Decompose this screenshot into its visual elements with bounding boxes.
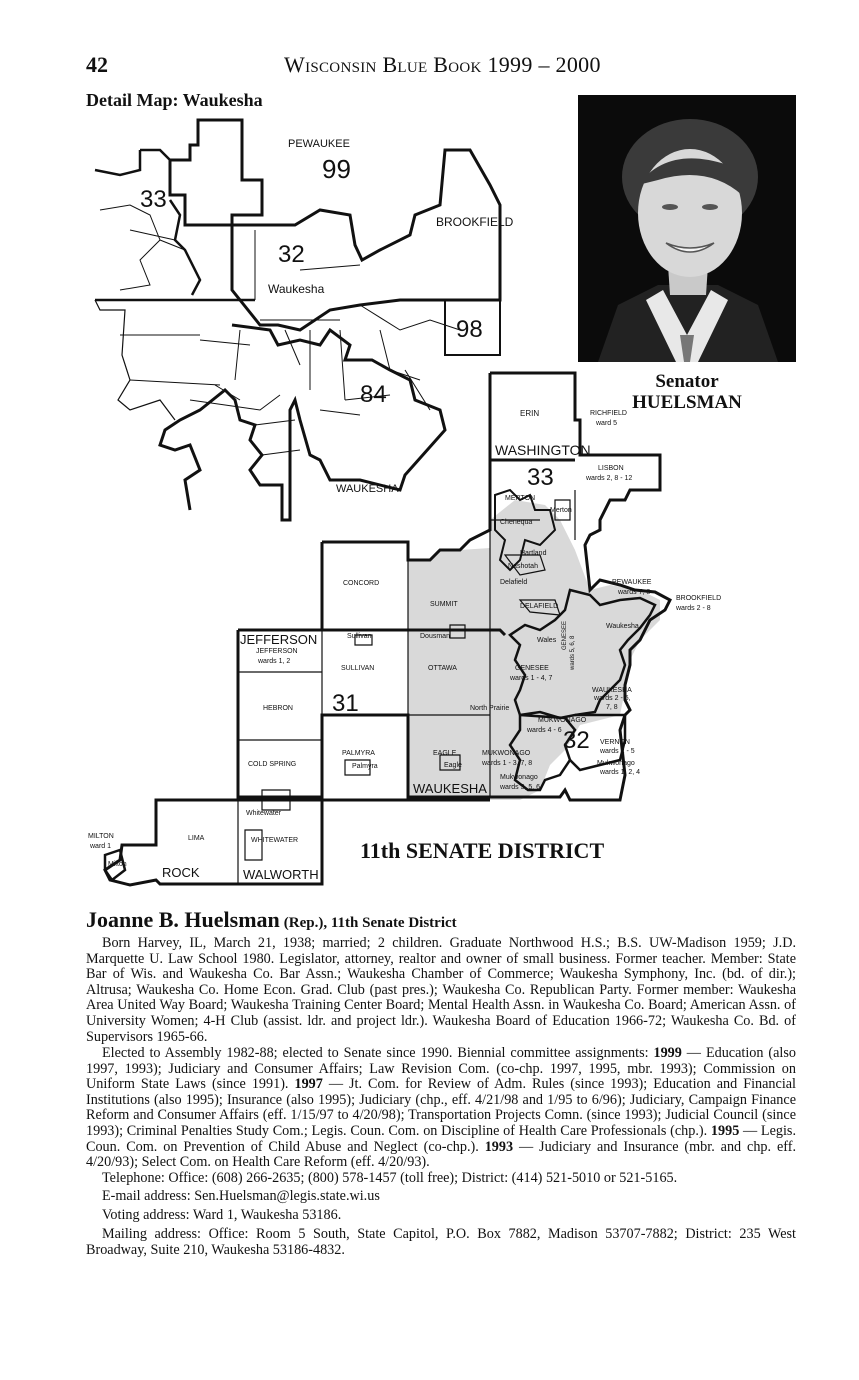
label-richfield: RICHFIELD	[590, 410, 627, 417]
label-milton-ward: ward 1	[90, 843, 112, 850]
page-number: 42	[86, 52, 108, 77]
detail-label-waukesha: WAUKESHA	[336, 483, 399, 495]
label-erin: ERIN	[520, 409, 540, 418]
year-1999: 1999	[653, 1045, 682, 1061]
label-hartland: Hartland	[520, 550, 547, 557]
senator-name: Joanne B. Huelsman	[86, 907, 280, 932]
label-hebron: HEBRON	[263, 705, 293, 712]
label-summit: SUMMIT	[430, 601, 458, 608]
label-mukwonago-t: MUKWONAGO	[538, 717, 587, 724]
detail-label-84: 84	[360, 381, 387, 408]
label-waukesha-county: WAUKESHA	[413, 781, 487, 796]
label-31: 31	[332, 690, 359, 717]
detail-label-pewaukee: PEWAUKEE	[288, 138, 350, 150]
detail-label-33: 33	[140, 186, 167, 213]
label-sullivan: SULLIVAN	[341, 665, 375, 672]
label-delafield: Delafield	[500, 579, 528, 586]
portrait-image	[578, 95, 796, 362]
label-washington: WASHINGTON	[495, 442, 591, 458]
detail-map	[95, 120, 514, 520]
year-1995: 1995	[710, 1122, 740, 1139]
label-eagle: EAGLE	[433, 750, 457, 757]
label-brookfield-wards: wards 2 - 8	[676, 605, 711, 612]
committees-1993: — Judiciary and Insurance (mbr. and chp. eff. 4/20/93); Select Com. on Health Care Reform (eff. 4/20/93).	[86, 1138, 796, 1171]
detail-label-98: 98	[456, 316, 483, 343]
detail-map-title: Detail Map: Waukesha	[86, 90, 263, 110]
photo-caption	[578, 372, 796, 414]
label-eagle-village: Eagle	[444, 762, 462, 769]
label-genesee-side: GENESEE	[562, 620, 568, 650]
label-mukwonago-t2: MUKWONAGO	[482, 750, 531, 757]
jefferson-boundary	[238, 542, 322, 797]
biography-paragraph: Born Harvey, IL, March 21, 1938; married; 2 children. Graduate Northwood H.S.; B.S. UW-Madison 1959; J.D. Marquette U. Law School 1980. Legislator, attorney, realtor and owner of small business. Former teacher. Member: State Bar of Wis. and Waukesha Co. Bar Assn.; Waukesha Chamber of Commerce; Waukesha Symphony, Inc. (bd. of dir.); Altrusa; Waukesha Co. Home Econ. Grad. Club (past pres.); Waukesha Co. Republican Party. Former member: Waukesha Area United Way Board; Waukesha Training Center Board; Mental Health Assn. in Waukesha Co. Board; American Assn. of University Women; 4-H Club (assist. ldr. and project ldr.). Waukesha Board of Education 1966-72; Waukesha Co. Bd. of Supervisors 1965-66.	[86, 935, 796, 1045]
label-lisbon: LISBON	[598, 465, 624, 472]
label-lisbon-wards: wards 2, 8 - 12	[586, 475, 633, 482]
committees-1999: — Education (also 1997, 1993); Judiciary and Consumer Affairs; Law Revision Com. (co-chp. 1997, 1995, mbr. 1993); Commission on Uniform State Laws (since 1991).	[86, 1045, 796, 1093]
detail-label-99: 99	[322, 154, 351, 184]
label-whitewater-city: Whitewater	[246, 810, 282, 817]
label-pewaukee-wards: wards 7, 8	[618, 589, 651, 596]
label-waukesha-town: WAUKESHA	[592, 687, 632, 694]
district-map	[88, 373, 721, 885]
label-genesee-side-wards: wards 5, 6, 8	[570, 635, 576, 670]
label-milton: MILTON	[88, 833, 114, 840]
telephone-line: Telephone: Office: (608) 266-2635; (800) 578-1457 (toll free); District: (414) 521-5010 or 521-5165.	[102, 1170, 678, 1186]
label-jefferson-county: JEFFERSON	[240, 632, 318, 647]
year-1997: 1997	[294, 1076, 323, 1093]
label-mukwonago-t-wards: wards 4 - 6	[527, 727, 562, 734]
committees-1997: — Jt. Com. for Review of Adm. Rules (since 1993); Education and Financial Institutions (also 1995); Insurance (also 1995); Judiciary (chp., eff. 4/21/98 and 1/95 to 6/96); Judiciary, Campaign Finance Reform and Consumer Affairs (eff. 1/15/97 to 4/20/98); Transportation Projects Comn. (since 1993); Judicial Council (since 1993); Criminal Penalties Study Com.; Legis. Coun. Com. on Discipline of Health Care Professionals (chp.).	[86, 1076, 796, 1139]
caption-line-2: HUELSMAN	[632, 391, 742, 413]
label-mukwonago-v2-wards: wards 3, 5, 6	[500, 784, 541, 791]
label-north-prairie: North Prairie	[470, 705, 510, 712]
label-mukwonago-t2-wards: wards 1 - 3, 7, 8	[482, 760, 533, 767]
label-merton-village: Merton	[550, 507, 572, 514]
detail-label-waukesha-city: Waukesha	[268, 282, 325, 296]
detail-label-32: 32	[278, 241, 305, 268]
label-ottawa: OTTAWA	[428, 665, 457, 672]
label-nashotah: Nashotah	[508, 563, 538, 570]
label-jefferson-wards: wards 1, 2	[258, 658, 291, 665]
label-vernon-wards: wards 2 - 5	[600, 748, 635, 755]
district-boundary-north	[322, 373, 490, 560]
label-merton: MERTON	[505, 495, 536, 502]
committees-intro: Elected to Assembly 1982-88; elected to Senate since 1990. Biennial committee assignments:	[102, 1045, 654, 1061]
label-waukesha-town-wards: wards 2 - 5,	[594, 695, 631, 702]
label-waukesha-city: Waukesha	[606, 623, 639, 630]
label-dousman: Dousman	[420, 633, 450, 640]
detail-district-33-thin	[100, 205, 185, 290]
label-genesee-wards: wards 1 - 4, 7	[510, 675, 553, 682]
label-genesee: GENESEE	[515, 665, 549, 672]
detail-label-brookfield: BROOKFIELD	[436, 215, 514, 229]
committee-paragraph	[86, 1046, 796, 1171]
label-milton-city: Milton	[108, 861, 127, 868]
label-whitewater: WHITEWATER	[251, 837, 299, 844]
running-head: Wisconsin Blue Book 1999 – 2000	[284, 52, 601, 77]
label-delafield-city: DELAFIELD	[520, 603, 559, 610]
label-richfield-ward: ward 5	[596, 420, 618, 427]
senator-affiliation: (Rep.), 11th Senate District	[283, 915, 457, 931]
label-palmyra-village: Palmyra	[352, 763, 378, 770]
detail-district-99	[170, 120, 262, 225]
senator-photo	[578, 95, 796, 362]
label-walworth: WALWORTH	[243, 867, 319, 882]
label-rock: ROCK	[162, 865, 200, 880]
label-pewaukee: PEWAUKEE	[612, 579, 652, 586]
label-jefferson-town: JEFFERSON	[256, 648, 298, 655]
senator-heading	[86, 907, 457, 933]
label-concord: CONCORD	[343, 580, 380, 587]
voting-address: Voting address: Ward 1, Waukesha 53186.	[102, 1207, 342, 1223]
label-32: 32	[563, 727, 590, 754]
email-line: E-mail address: Sen.Huelsman@legis.state.wi.us	[102, 1188, 380, 1204]
label-mukwonago-v2: Mukwonago	[500, 774, 538, 781]
label-palmyra: PALMYRA	[342, 750, 375, 757]
detail-district-32	[232, 150, 500, 330]
caption-line-1: Senator	[655, 371, 719, 392]
label-wales: Wales	[537, 637, 557, 644]
label-chenequa: Chenequa	[500, 519, 533, 526]
label-waukesha-town-wards2: 7, 8	[606, 704, 618, 711]
label-brookfield: BROOKFIELD	[676, 595, 722, 602]
label-sullivan-village: Sullivan	[347, 633, 372, 640]
label-mukwonago-v-wards: wards 1, 2, 4	[600, 769, 641, 776]
district-map-title: 11th SENATE DISTRICT	[360, 838, 605, 863]
detail-district-84	[160, 325, 445, 520]
year-1993: 1993	[484, 1138, 514, 1155]
label-33: 33	[527, 464, 554, 491]
mailing-address: Mailing address: Office: Room 5 South, State Capitol, P.O. Box 7882, Madison 53707-7882; District: 235 West Broadway, Suite 210, Waukesha 53186-4832.	[86, 1226, 796, 1258]
detail-west-border	[95, 300, 175, 420]
label-vernon: VERNON	[600, 739, 630, 746]
committees-1995: — Legis. Coun. Com. on Prevention of Child Abuse and Neglect (co-chp.).	[86, 1122, 796, 1155]
label-lima: LIMA	[188, 835, 205, 842]
label-cold-spring: COLD SPRING	[248, 761, 297, 768]
label-mukwonago-v: Mukwonago	[597, 760, 635, 767]
